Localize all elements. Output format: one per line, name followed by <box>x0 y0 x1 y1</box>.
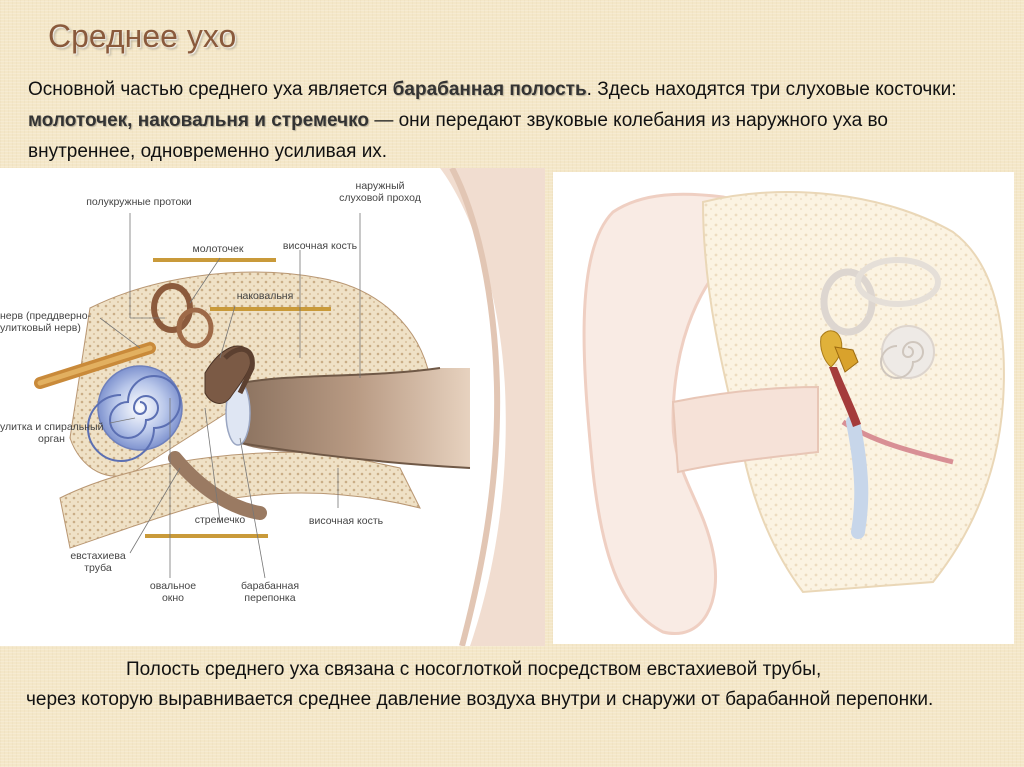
label-eardrum-line2: перепонка <box>244 592 296 604</box>
outro-text-line1: Полость среднего уха связана с носоглоткой посредством евстахиевой трубы, <box>126 659 822 680</box>
label-cochlea <box>0 421 110 445</box>
label-eustachian-tube <box>58 550 138 574</box>
label-anvil: наковальня <box>236 290 294 302</box>
ear-anatomy-diagram <box>0 168 545 646</box>
label-nerve-line1: нерв (преддверно- <box>0 310 92 322</box>
slide-title: Среднее ухо <box>48 18 237 54</box>
label-oval-window <box>138 580 208 604</box>
label-eustachian-line1: евстахиева <box>70 550 126 562</box>
highlight-tympanic-cavity: барабанная полость <box>392 79 587 100</box>
label-nerve <box>0 310 100 334</box>
label-nerve-line2: улитковый нерв) <box>0 322 81 334</box>
label-ear-canal <box>325 180 435 204</box>
label-ear-canal-line1: наружный <box>355 180 405 192</box>
highlight-ossicles: молоточек, наковальня и стремечко <box>28 110 370 131</box>
label-oval-line2: окно <box>161 592 185 604</box>
ear-illustration-drawing <box>553 172 1014 644</box>
intro-text-2: . Здесь находятся три слуховые косточки: <box>586 79 957 100</box>
label-hammer: молоточек <box>192 243 244 255</box>
label-temporal-bone-top: височная кость <box>282 240 358 252</box>
outro-text-rest: через которую выравнивается среднее давление воздуха внутри и снаружи от барабанной перепонки. <box>26 689 934 710</box>
label-semicircular-canals: полукружные протоки <box>86 196 192 208</box>
label-stirrup: стремечко <box>194 514 246 526</box>
ear-illustration <box>553 172 1014 644</box>
label-ear-canal-line2: слуховой проход <box>339 192 421 204</box>
label-cochlea-line2: орган <box>38 433 65 445</box>
outro-paragraph <box>26 655 1001 715</box>
intro-paragraph <box>28 74 988 167</box>
label-eardrum-line1: барабанная <box>240 580 300 592</box>
label-oval-line1: овальное <box>149 580 197 592</box>
label-eustachian-line2: труба <box>84 562 112 574</box>
label-eardrum <box>225 580 315 604</box>
label-temporal-bone-bottom: височная кость <box>308 515 384 527</box>
intro-text-3: — они передают звуковые колебания из наружного уха во внутреннее, одновременно усиливая их. <box>28 110 888 162</box>
intro-text-1: Основной частью среднего уха является <box>28 79 393 100</box>
label-cochlea-line1: улитка и спиральный <box>0 421 104 433</box>
